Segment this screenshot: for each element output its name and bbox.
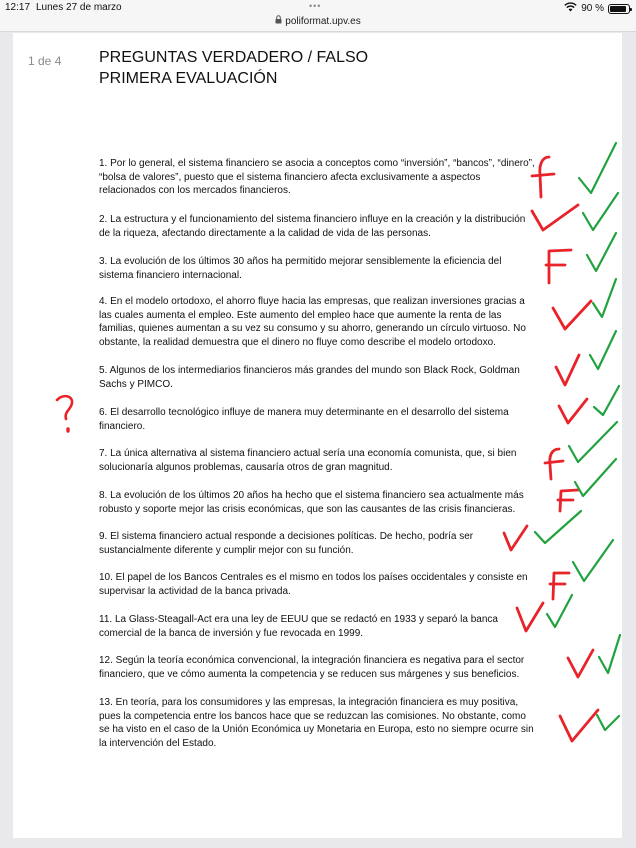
red-f-mark <box>546 250 571 283</box>
red-v-mark <box>559 399 587 423</box>
question-item: 9. El sistema financiero actual responde a decisiones políticas. De hecho, podría ser sustancialmente diferente y cumplir mejor con su función. <box>99 531 474 556</box>
question-item: 13. En teoría, para los consumidores y las empresas, la integración financiera es muy positiva, pues la competencia entre los bancos hace que se reduzcan las comisiones. No obstante, como se ha visto en el caso de la Unión Económica uy Monetaria en Europa, esto no siempre ocurre sin la intervención del Estado. <box>99 697 534 749</box>
green-check-mark <box>535 511 581 543</box>
red-f-mark <box>558 490 578 511</box>
green-check-mark <box>583 193 618 230</box>
question-item: 1. Por lo general, el sistema financiero se asocia a conceptos como “inversión”, “bancos”, “dinero”, “bolsa de valores”, puesto que el sistema financiero afecta exclusivamente a aspectos relacionados con los mercados financieros. <box>99 158 535 197</box>
page-counter: 1 de 4 <box>28 54 62 68</box>
red-v-mark <box>553 301 591 329</box>
question-mark-annotation <box>57 396 72 431</box>
title-line-2: PRIMERA EVALUACIÓN <box>99 70 278 87</box>
green-check-mark <box>587 233 616 271</box>
lock-icon <box>275 15 282 27</box>
red-v-mark <box>532 205 578 230</box>
green-check-mark <box>590 331 616 369</box>
question-item: 11. La Glass-Steagall-Act era una ley de EEUU que se redactó en 1933 y separó la banca comercial de la banca de inversión y fue revocada en 1999. <box>99 614 498 639</box>
question-item: 10. El papel de los Bancos Centrales es el mismo en todos los países occidentales y consiste en supervisar la actividad de la banca privada. <box>99 572 528 597</box>
green-check-mark <box>573 540 613 581</box>
green-check-mark <box>594 386 619 415</box>
url-text[interactable]: poliformat.upv.es <box>285 15 361 27</box>
battery-icon <box>608 4 630 14</box>
title-line-1: PREGUNTAS VERDADERO / FALSO <box>99 49 369 66</box>
red-v-mark <box>568 650 593 677</box>
status-right-group <box>564 2 630 15</box>
address-bar[interactable] <box>0 15 636 32</box>
status-bar <box>0 0 636 15</box>
status-date: Lunes 27 de marzo <box>36 2 122 13</box>
pdf-page <box>13 33 622 838</box>
red-v-mark <box>556 355 579 385</box>
question-item: 2. La estructura y el funcionamiento del sistema financiero influye en la creación y la distribución de la riqueza, afectando directamente a la calidad de vida de las personas. <box>99 214 526 239</box>
question-item: 3. La evolución de los últimos 30 años ha permitido mejorar sensiblemente la eficiencia del sistema financiero internacional. <box>99 256 502 281</box>
question-item: 6. El desarrollo tecnológico influye de manera muy determinante en el desarrollo del sistema financiero. <box>99 407 509 432</box>
green-check-mark <box>599 635 620 673</box>
red-f-mark <box>550 573 569 599</box>
page-title <box>99 47 368 89</box>
green-check-mark <box>597 715 619 730</box>
red-v-mark <box>560 710 598 741</box>
status-time: 12:17 <box>5 2 31 13</box>
green-check-mark <box>547 595 572 627</box>
battery-fill <box>610 6 626 12</box>
green-check-mark <box>569 422 617 462</box>
red-f-mark <box>545 449 563 479</box>
multitask-dots-icon[interactable]: ••• <box>309 1 322 11</box>
green-check-mark <box>579 143 616 193</box>
question-item: 4. En el modelo ortodoxo, el ahorro fluye hacia las empresas, que realizan inversiones gracias a las cuales aumenta el empleo. Este aumento del empleo hace que aumente la renta de las familias, quienes aumentan a su vez su consumo y su ahorro, generando un círculo virtuoso. No obstante, la realidad demuestra que el dinero no fluye como describe el modelo ortodoxo. <box>99 296 526 348</box>
wifi-icon <box>564 2 577 15</box>
question-item: 12. Según la teoría económica convencional, la integración financiera es negativa para el sector financiero, que ve cómo aumenta la competencia y se reducen sus márgenes y sus beneficios. <box>99 655 525 680</box>
question-item: 5. Algunos de los intermediarios financieros más grandes del mundo son Black Rock, Goldman Sachs y PIMCO. <box>99 365 520 390</box>
green-check-mark <box>575 459 616 496</box>
green-check-mark <box>593 279 616 317</box>
question-item: 7. La única alternativa al sistema financiero actual sería una economía comunista, que, si bien solucionaría algunos problemas, causaría otros de gran magnitud. <box>99 448 517 473</box>
question-item: 8. La evolución de los últimos 20 años ha hecho que el sistema financiero sea actualmente más robusto y soporte mejor las crisis económicas, que son las causantes de las crisis financieras. <box>99 490 524 515</box>
battery-percent: 90 % <box>581 3 604 14</box>
